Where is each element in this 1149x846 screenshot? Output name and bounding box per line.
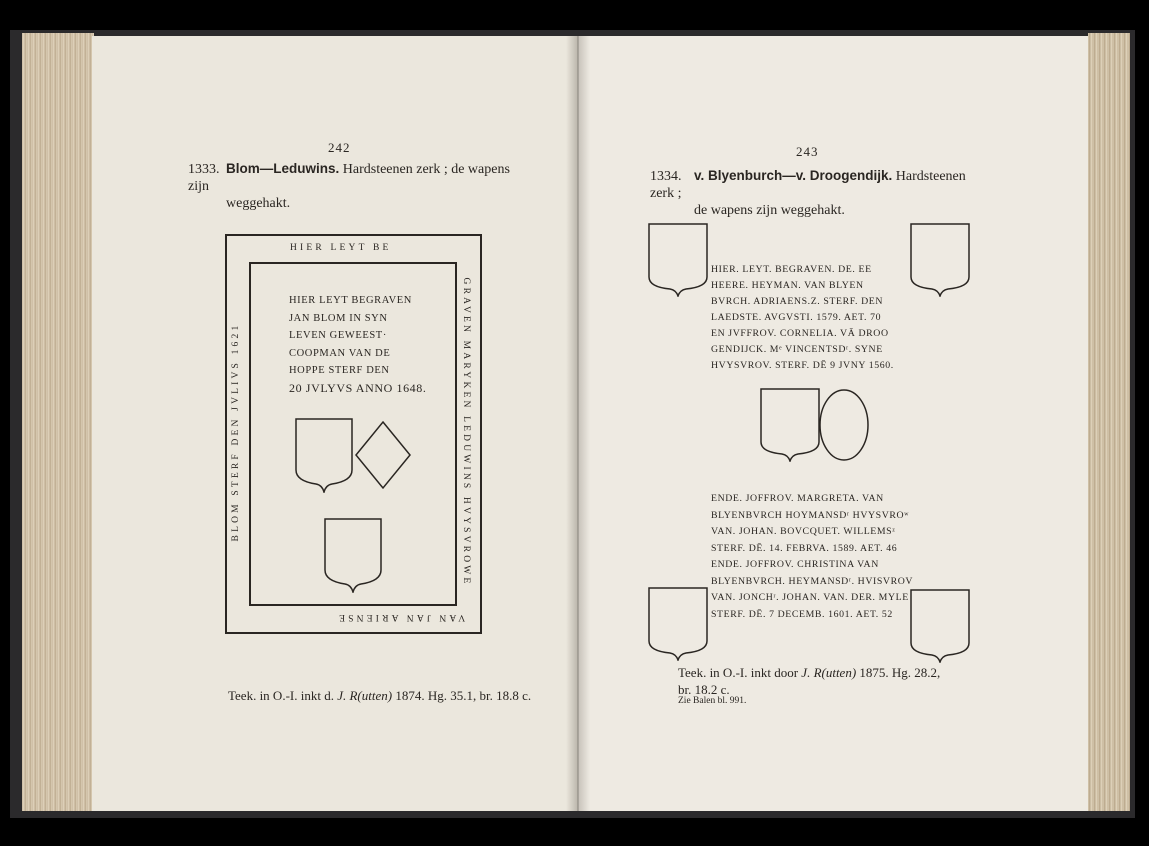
reference-note: Zie Balen bl. 991. — [678, 696, 747, 706]
inscription-line: ENDE. JOFFROV. MARGRETA. VAN — [711, 493, 884, 504]
caption-author: J. R(utten) — [337, 688, 393, 703]
caption-prefix: Teek. in O.-I. inkt door — [678, 665, 802, 680]
entry-number: 1334. — [650, 169, 682, 184]
caption-prefix: Teek. in O.-I. inkt d. — [228, 688, 338, 703]
caption-line2: br. 18.2 c. — [678, 682, 730, 697]
caption-suffix: 1875. Hg. 28.2, — [856, 665, 941, 680]
inscription-blyenburch — [711, 262, 894, 374]
oval-icon — [818, 388, 870, 462]
shield-icon — [910, 223, 970, 297]
shield-icon — [648, 587, 708, 661]
inscription-line: HOPPE STERF DEN — [289, 365, 390, 376]
inscription-line: 20 JVLYVS ANNO 1648. — [289, 380, 427, 395]
border-text-bottom: VAN JAN ARIENSE — [336, 612, 466, 622]
entry-1334 — [650, 167, 990, 219]
caption-left — [228, 688, 531, 704]
inscription-line: VAN. JONCHʳ. JOHAN. VAN. DER. MYLE — [711, 592, 909, 603]
inscription-line: VAN. JOHAN. BOVCQUET. WILLEMSᶻ — [711, 526, 896, 537]
entry-text: Hardsteenen zerk ; de wapens zijn — [188, 162, 510, 194]
inscription-line: HIER. LEYT. BEGRAVEN. DE. EE — [711, 264, 872, 275]
inscription-blyenburch-2 — [711, 491, 913, 623]
lozenge-icon — [354, 420, 412, 490]
entry-number: 1333. — [188, 162, 220, 177]
caption-right — [678, 664, 940, 698]
caption-author: J. R(utten) — [801, 665, 857, 680]
page-edges-right — [1088, 33, 1130, 811]
page-number-left: 242 — [328, 140, 351, 155]
entry-1333 — [188, 160, 528, 212]
inscription-line: LAEDSTE. AVGVSTI. 1579. AET. 70 — [711, 312, 882, 323]
shield-icon — [910, 589, 970, 663]
border-text-left: BLOM STERF DEN JVLIVS 1621 — [231, 322, 241, 542]
inscription-line: BLYENBVRCH. HEYMANSDʳ. HVISVROV — [711, 575, 914, 587]
shield-icon — [295, 418, 353, 493]
entry-text: Hardsteenen zerk ; — [650, 169, 966, 201]
border-text-top: HIER LEYT BE — [290, 243, 392, 253]
inscription-line: EN JVFFROV. CORNELIA. VĀ DROO — [711, 328, 889, 339]
caption-suffix: 1874. Hg. 35.1, br. 18.8 c. — [392, 688, 532, 703]
entry-text-cont: weggehakt. — [226, 196, 291, 211]
inscription-line: BVRCH. ADRIAENS.Z. STERF. DEN — [711, 296, 884, 307]
inscription-line: ENDE. JOFFROV. CHRISTINA VAN — [711, 559, 879, 570]
inscription-line: COOPMAN VAN DE — [289, 347, 391, 359]
book-gutter — [566, 36, 590, 811]
inscription-line: JAN BLOM IN SYN — [289, 312, 388, 324]
inscription-line: LEVEN GEWEEST· — [289, 330, 387, 341]
entry-text-cont: de wapens zijn weggehakt. — [694, 203, 845, 218]
inscription-line: GENDIJCK. Mᵉ VINCENTSDʳ. SYNE — [711, 344, 883, 355]
inscription-line: HEERE. HEYMAN. VAN BLYEN — [711, 280, 864, 291]
page-edges-left — [22, 33, 94, 811]
page-number-right: 243 — [796, 144, 819, 159]
inscription-line: STERF. DĒ. 14. FEBRVA. 1589. AET. 46 — [711, 542, 898, 554]
inscription-line: BLYENBVRCH HOYMANSDʳ HVYSVROʷ — [711, 509, 910, 521]
inscription-blom — [289, 292, 426, 397]
inscription-line: HIER LEYT BEGRAVEN — [289, 295, 412, 306]
shield-icon — [648, 223, 708, 297]
shield-icon — [324, 518, 382, 593]
inscription-line: STERF. DĒ. 7 DECEMB. 1601. AET. 52 — [711, 608, 893, 620]
shield-icon — [760, 388, 820, 462]
entry-title: v. Blyenburch—v. Droogendijk. — [694, 168, 893, 183]
entry-title: Blom—Leduwins. — [226, 161, 340, 176]
border-text-right: GRAVEN MARYKEN LEDUWINS HVYSVROWE — [461, 277, 471, 587]
inscription-line: HVYSVROV. STERF. DĒ 9 JVNY 1560. — [711, 360, 894, 371]
